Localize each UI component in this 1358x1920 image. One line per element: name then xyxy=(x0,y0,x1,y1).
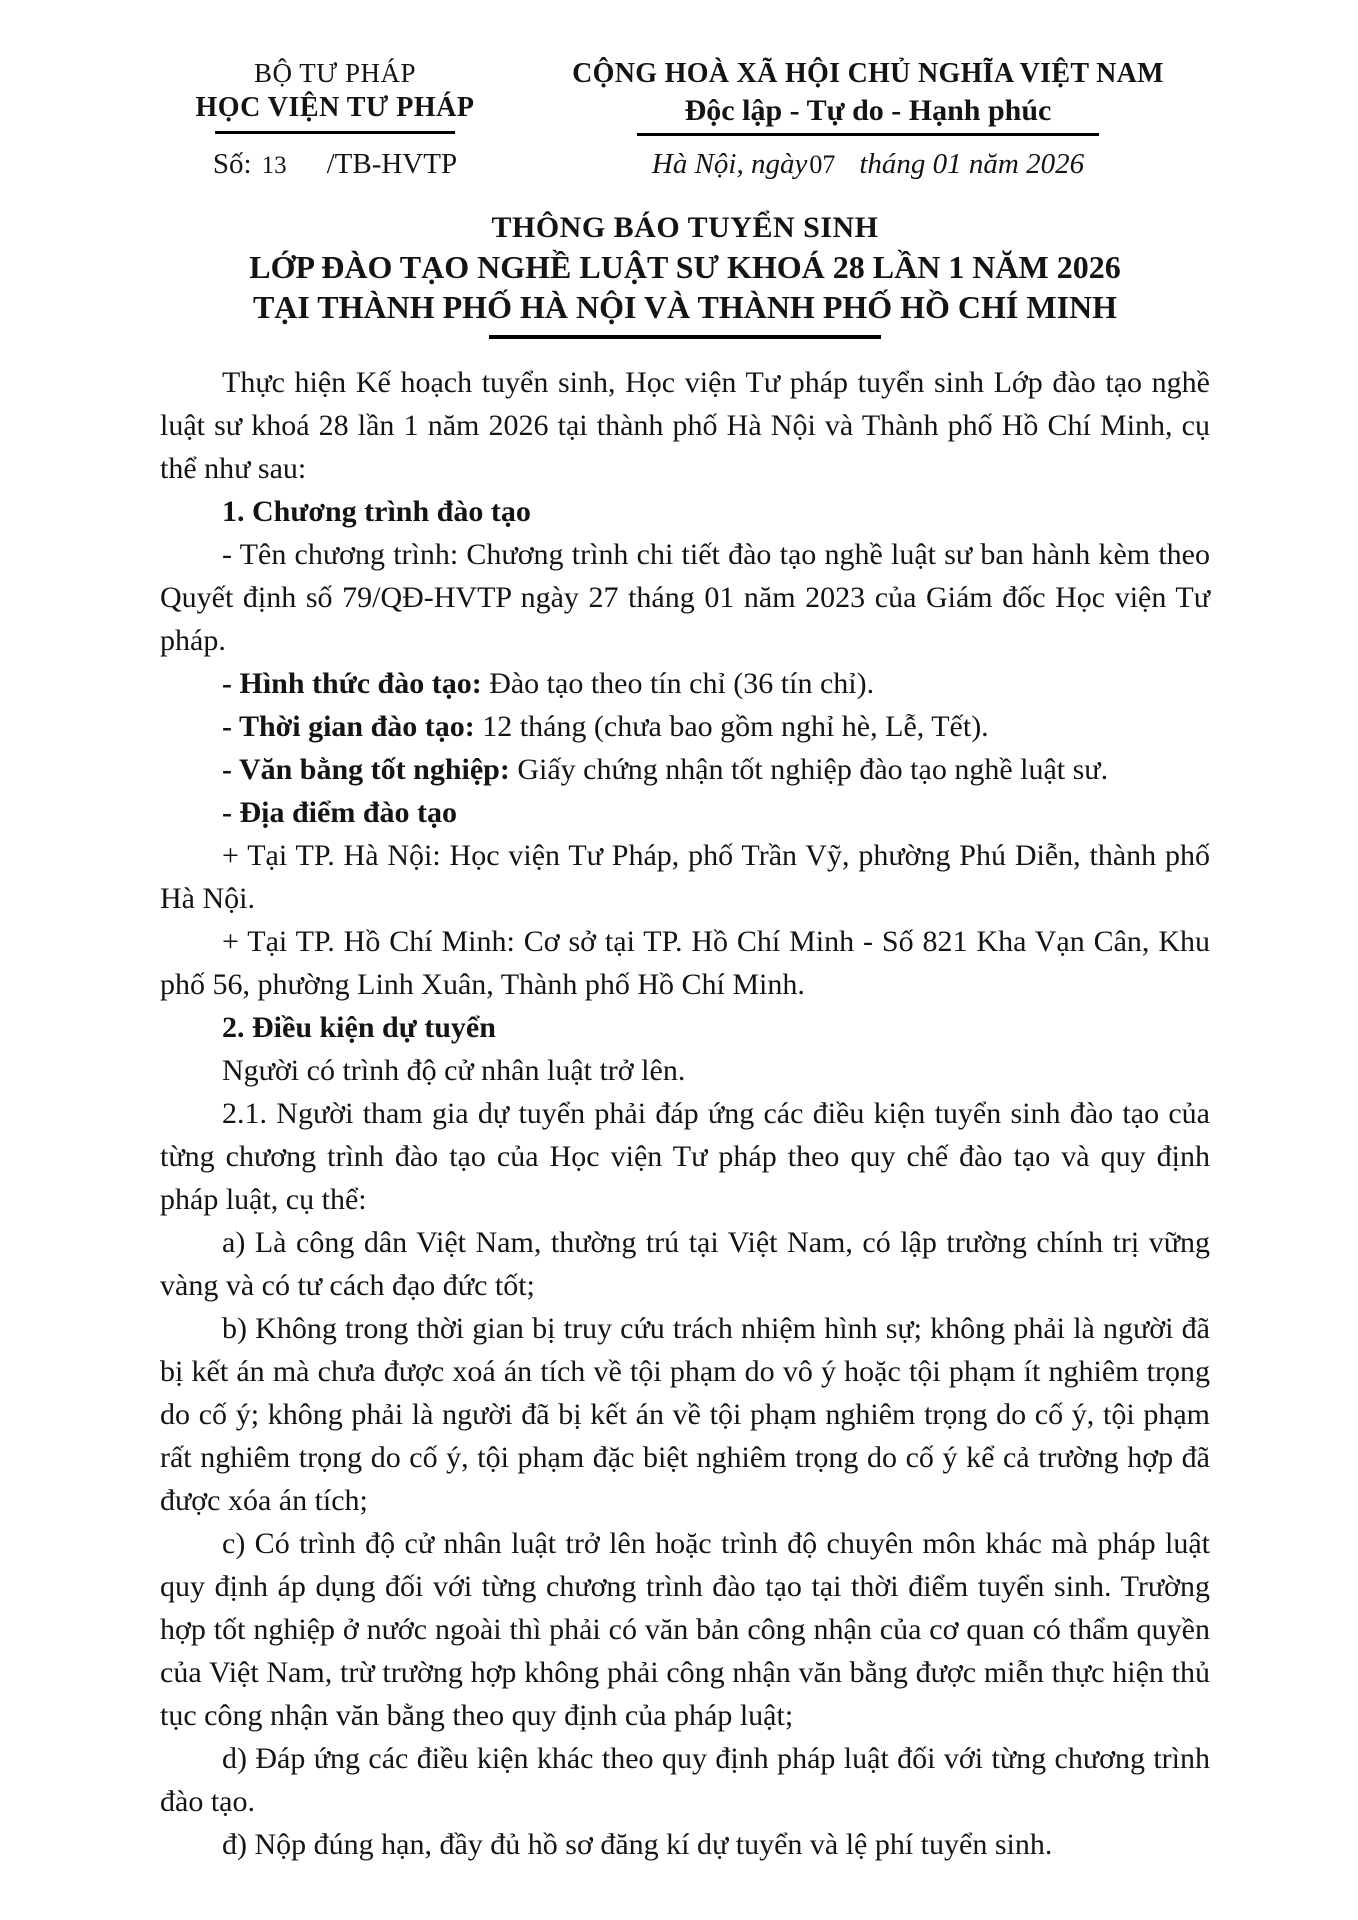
document-number-line xyxy=(160,148,510,181)
document-body xyxy=(160,361,1210,1866)
paragraph-diploma: - Văn bằng tốt nghiệp: Giấy chứng nhận tốt nghiệp đào tạo nghề luật sư. xyxy=(222,753,1109,786)
motto-underline xyxy=(637,133,1099,136)
place-date-day: 07 xyxy=(809,150,836,179)
issuer-underline xyxy=(215,131,455,134)
paragraph-condition-a: a) Là công dân Việt Nam, thường trú tại Việt Nam, có lập trường chính trị vững vàng và có tư cách đạo đức tốt; xyxy=(160,1226,1210,1302)
heading-section-1: 1. Chương trình đào tạo xyxy=(222,495,531,528)
heading-section-2: 2. Điều kiện dự tuyển xyxy=(222,1011,496,1044)
place-date-suffix: tháng 01 năm 2026 xyxy=(859,148,1085,180)
issuer-ministry: BỘ TƯ PHÁP xyxy=(254,58,416,88)
paragraph-location-hcmc: + Tại TP. Hồ Chí Minh: Cơ sở tại TP. Hồ Chí Minh - Số 821 Kha Vạn Cân, Khu phố 56, phường Linh Xuân, Thành phố Hồ Chí Minh. xyxy=(160,925,1210,1001)
document-header xyxy=(160,56,1210,181)
paragraph-2-1: 2.1. Người tham gia dự tuyển phải đáp ứng các điều kiện tuyển sinh đào tạo của từng chương trình đào tạo của Học viện Tư pháp theo quy chế đào tạo và quy định pháp luật, cụ thể: xyxy=(160,1097,1210,1216)
document-number-label: Số: xyxy=(212,148,252,180)
paragraph-training-duration: - Thời gian đào tạo: 12 tháng (chưa bao gồm nghỉ hè, Lễ, Tết). xyxy=(222,710,989,743)
paragraph-location-heading: - Địa điểm đào tạo xyxy=(222,796,457,829)
paragraph-intro: Thực hiện Kế hoạch tuyển sinh, Học viện Tư pháp tuyển sinh Lớp đào tạo nghề luật sư khoá 28 lần 1 năm 2026 tại thành phố Hà Nội và Thành phố Hồ Chí Minh, cụ thể như sau: xyxy=(160,366,1210,485)
title-line-1: THÔNG BÁO TUYỂN SINH xyxy=(491,211,879,244)
national-country-line: CỘNG HOÀ XÃ HỘI CHỦ NGHĨA VIỆT NAM xyxy=(572,58,1164,89)
place-date-line xyxy=(526,148,1210,181)
paragraph-location-hanoi: + Tại TP. Hà Nội: Học viện Tư Pháp, phố Trần Vỹ, phường Phú Diễn, thành phố Hà Nội. xyxy=(160,839,1210,915)
paragraph-condition-d: d) Đáp ứng các điều kiện khác theo quy định pháp luật đối với từng chương trình đào tạo. xyxy=(160,1742,1210,1818)
paragraph-condition-dd: đ) Nộp đúng hạn, đầy đủ hồ sơ đăng kí dự tuyển và lệ phí tuyển sinh. xyxy=(222,1828,1053,1861)
issuer-agency: HỌC VIỆN TƯ PHÁP xyxy=(195,92,475,123)
national-motto-line: Độc lập - Tự do - Hạnh phúc xyxy=(684,94,1052,127)
place-date-prefix: Hà Nội, ngày xyxy=(651,148,808,180)
paragraph-requirement-degree: Người có trình độ cử nhân luật trở lên. xyxy=(222,1054,686,1087)
paragraph-condition-b: b) Không trong thời gian bị truy cứu trách nhiệm hình sự; không phải là người đã bị kết án mà chưa được xoá án tích về tội phạm do vô ý hoặc tội phạm ít nghiêm trọng do cố ý; không phải là người đã bị kết án về tội phạm nghiêm trọng do cố ý, tội phạm rất nghiêm trọng do cố ý, tội phạm đặc biệt nghiêm trọng do cố ý kể cả trường hợp đã được xóa án tích; xyxy=(160,1312,1210,1517)
title-line-2: LỚP ĐÀO TẠO NGHỀ LUẬT SƯ KHOÁ 28 LẦN 1 NĂM 2026 xyxy=(249,249,1121,285)
title-underline xyxy=(489,335,881,339)
document-number-value: 13 xyxy=(261,152,287,179)
paragraph-program-name: - Tên chương trình: Chương trình chi tiết đào tạo nghề luật sư ban hành kèm theo Quyết định số 79/QĐ-HVTP ngày 27 tháng 01 năm 2023 của Giám đốc Học viện Tư pháp. xyxy=(160,538,1210,657)
paragraph-condition-c: c) Có trình độ cử nhân luật trở lên hoặc trình độ chuyên môn khác mà pháp luật quy định áp dụng đối với từng chương trình đào tạo tại thời điểm tuyển sinh. Trường hợp tốt nghiệp ở nước ngoài thì phải có văn bản công nhận của cơ quan có thẩm quyền của Việt Nam, trừ trường hợp không phải công nhận văn bằng được miễn thực hiện thủ tục công nhận văn bằng theo quy định của pháp luật; xyxy=(160,1527,1210,1732)
title-line-3: TẠI THÀNH PHỐ HÀ NỘI VÀ THÀNH PHỐ HỒ CHÍ MINH xyxy=(252,289,1118,325)
national-block xyxy=(510,56,1210,181)
document-title xyxy=(160,209,1210,339)
issuer-block xyxy=(160,56,510,181)
paragraph-training-form: - Hình thức đào tạo: Đào tạo theo tín chỉ (36 tín chỉ). xyxy=(222,667,875,700)
document-number-suffix: /TB-HVTP xyxy=(326,148,458,180)
